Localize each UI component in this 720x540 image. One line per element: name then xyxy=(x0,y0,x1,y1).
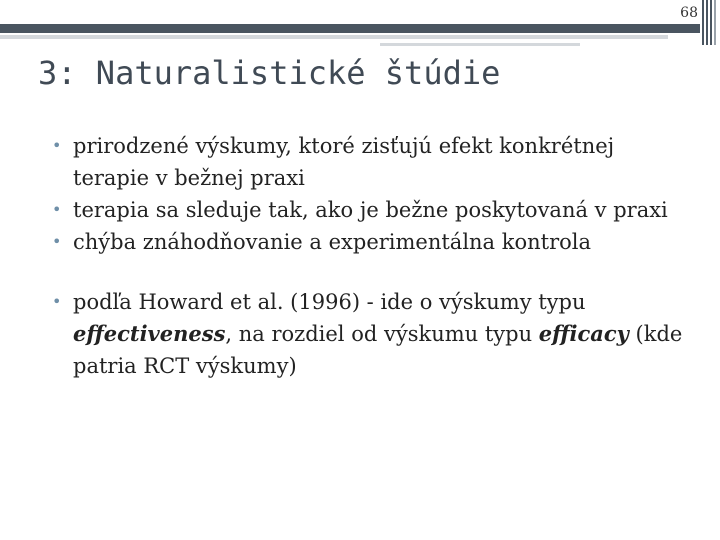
slide-title: 3: Naturalistické štúdie xyxy=(38,54,501,92)
corner-stripe xyxy=(706,0,708,45)
bullet-emphasis: effectiveness xyxy=(73,321,226,346)
bullet-text: (kde patria RCT výskumy) xyxy=(73,322,683,378)
bullet-dot-icon: • xyxy=(52,200,62,219)
bullet-list xyxy=(52,130,692,382)
bullet-dot-icon: • xyxy=(52,136,62,155)
bullet-dot-icon: • xyxy=(52,292,62,311)
bullet-item xyxy=(52,226,692,258)
bullet-dot-icon: • xyxy=(52,232,62,251)
corner-stripes xyxy=(702,0,720,45)
header-accent-line-short xyxy=(380,43,580,46)
slide-number: 68 xyxy=(680,5,698,21)
bullet-item xyxy=(52,286,692,382)
corner-stripe xyxy=(714,0,716,45)
bullet-item xyxy=(52,194,692,226)
bullet-text: prirodzené výskumy, ktoré zisťujú efekt konkrétnej terapie v bežnej praxi xyxy=(73,134,615,190)
bullet-item xyxy=(52,130,692,194)
corner-stripe xyxy=(702,0,704,45)
bullet-emphasis: efficacy xyxy=(538,321,629,346)
bullet-text: terapia sa sleduje tak, ako je bežne poskytovaná v praxi xyxy=(73,198,668,222)
header-accent-line xyxy=(0,35,668,39)
header-bar xyxy=(0,24,700,33)
bullet-text: , na rozdiel od výskumu typu xyxy=(225,322,539,346)
bullet-text: chýba znáhodňovanie a experimentálna kontrola xyxy=(73,230,592,254)
corner-stripe xyxy=(710,0,712,45)
bullet-text: podľa Howard et al. (1996) - ide o výskumy typu xyxy=(73,290,586,314)
